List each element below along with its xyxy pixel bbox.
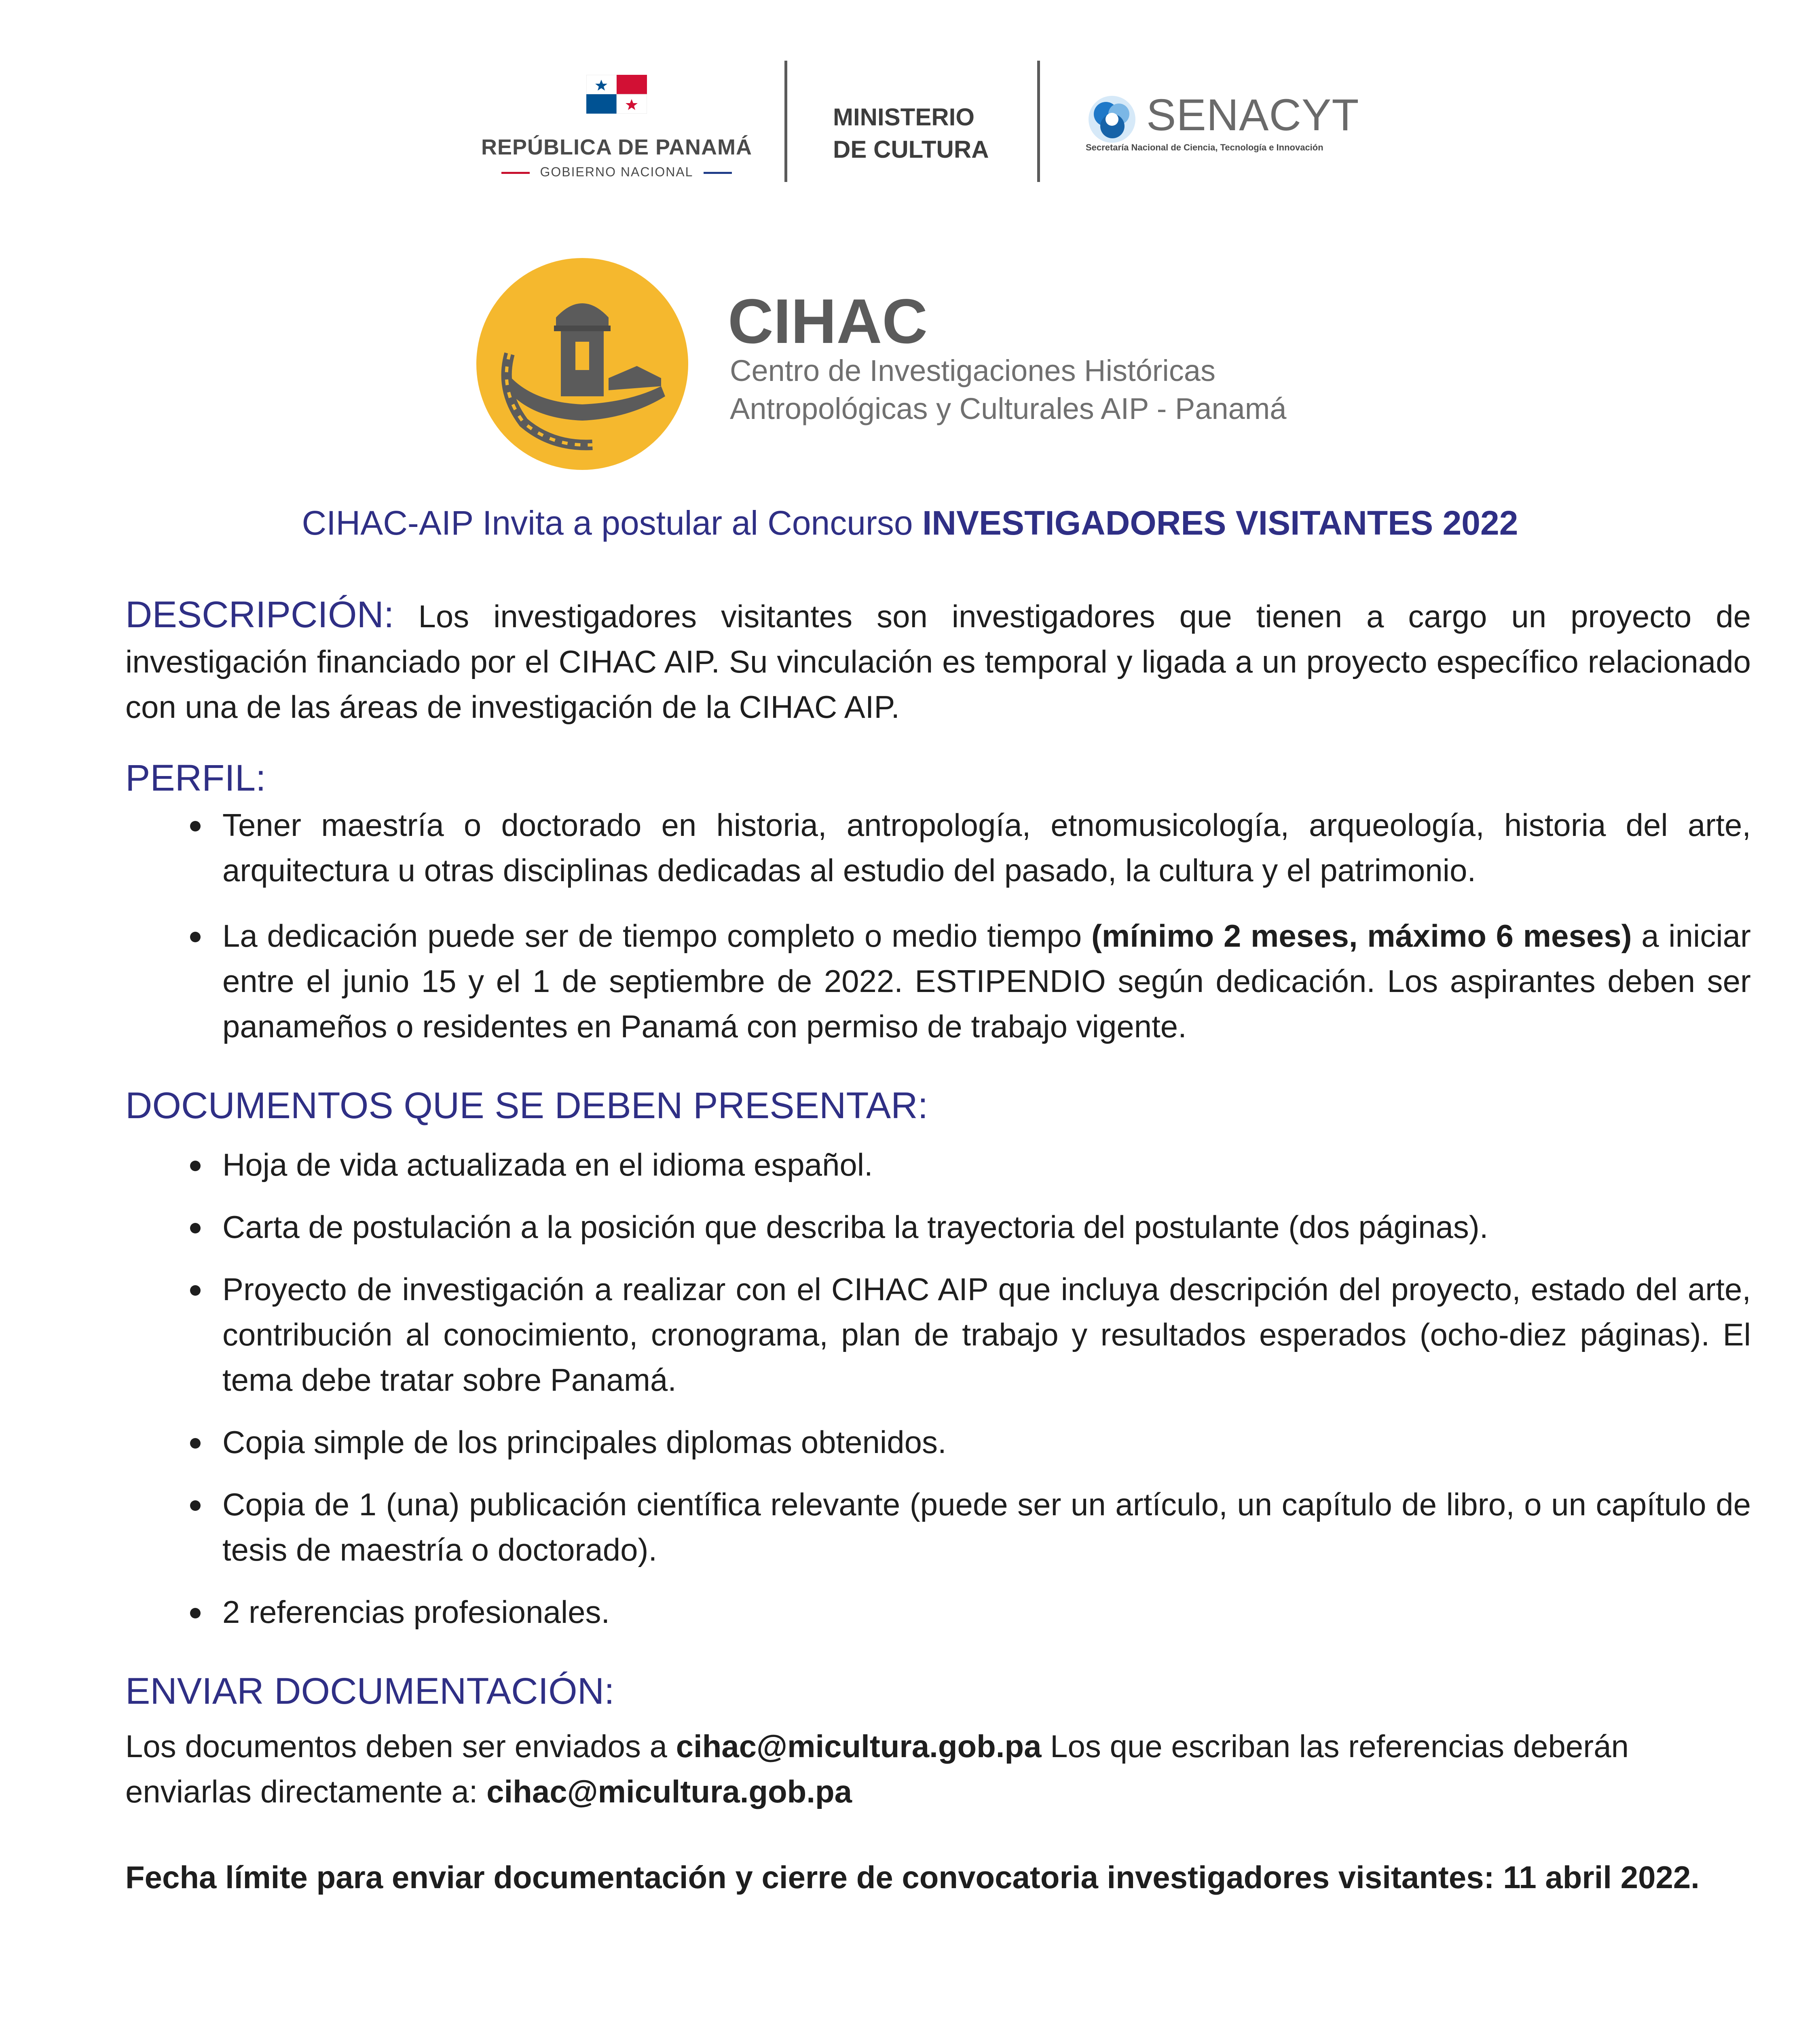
ministerio-line1: MINISTERIO [833,104,975,131]
enviar-heading: ENVIAR DOCUMENTACIÓN: [125,1671,615,1712]
documentos-heading: DOCUMENTOS QUE SE DEBEN PRESENTAR: [125,1085,928,1126]
descripcion-section [125,590,1751,730]
ministerio-line2: DE CULTURA [833,136,989,163]
bullet-icon [190,1223,201,1233]
bullet-icon [190,932,201,942]
perfil-heading: PERFIL: [125,757,266,799]
cihac-subtitle-line2: Antropológicas y Culturales AIP - Panamá [730,392,1287,425]
documentos-list [125,1142,1751,1635]
documento-text: Carta de postulación a la posición que describa la trayectoria del postulante (dos páginas). [222,1209,1488,1245]
perfil-item-text: Tener maestría o doctorado en historia, antropología, etnomusicología, arqueología, historia del arte, arquitectura u otras disciplinas dedicadas al estudio del pasado, la cultura y el patrimonio. [222,807,1751,888]
documento-text: Copia simple de los principales diplomas obtenidos. [222,1424,947,1460]
list-item [125,1142,1751,1187]
list-item [125,802,1751,893]
enviar-text-b: Los que escriban las referencias deberán enviarlas directamente a: [125,1728,1629,1809]
senacyt-subtitle: Secretaría Nacional de Ciencia, Tecnología e Innovación [1086,142,1323,152]
email-address: cihac@micultura.gob.pa [676,1728,1042,1764]
bullet-icon [190,1608,201,1618]
deadline-text: Fecha límite para enviar documentación y cierre de convocatoria investigadores visitantes: 11 abril 2022. [125,1859,1700,1895]
documento-text: Hoja de vida actualizada en el idioma español. [222,1147,873,1182]
senacyt-logo [1086,90,1359,158]
bullet-icon [190,821,201,831]
perfil-list [125,802,1751,1049]
bullet-icon [190,1500,201,1511]
list-item [125,1204,1751,1250]
descripcion-text: Los investigadores visitantes son investigadores que tienen a cargo un proyecto de investigación financiado por el CIHAC AIP. Su vinculación es temporal y ligada a un proyecto específico relacionado con una de las áreas de investigación de la CIHAC AIP. [125,599,1751,725]
cihac-subtitle-line1: Centro de Investigaciones Históricas [730,354,1216,387]
bullet-icon [190,1161,201,1171]
documento-text: Copia de 1 (una) publicación científica relevante (puede ser un artículo, un capítulo de libro, o un capítulo de tesis de maestría o doctorado). [222,1487,1751,1567]
list-item [125,913,1751,1049]
bullet-icon [190,1285,201,1296]
bullet-icon [190,1438,201,1449]
republica-name: REPÚBLICA DE PANAMÁ [481,135,752,159]
enviar-text [125,1724,1751,1814]
list-item [125,1482,1751,1572]
divider [784,61,787,182]
ministerio-logo [833,101,989,166]
perfil-item-bold: (mínimo 2 meses, máximo 6 meses) [1091,918,1632,954]
header-logos [0,61,1820,194]
cihac-name: CIHAC [728,286,928,357]
documento-text: 2 referencias profesionales. [222,1594,610,1630]
title-bold: INVESTIGADORES VISITANTES 2022 [922,504,1518,542]
descripcion-heading: DESCRIPCIÓN: [125,594,394,635]
title-normal: CIHAC-AIP Invita a postular al Concurso [302,504,922,542]
page-title [0,503,1820,543]
divider [1037,61,1040,182]
list-item [125,1267,1751,1402]
enviar-text-a: Los documentos deben ser enviados a [125,1728,676,1764]
cihac-subtitle [730,352,1287,428]
panama-flag-icon [586,75,647,114]
main-content [125,590,1751,1900]
list-item [125,1419,1751,1465]
senacyt-name: SENACYT [1146,90,1359,140]
list-item [125,1589,1751,1635]
cihac-seal-icon [475,257,689,471]
email-address: cihac@micultura.gob.pa [486,1774,852,1809]
senacyt-globe-icon [1086,93,1138,146]
bottom-decoration [0,1901,1820,2022]
documento-text: Proyecto de investigación a realizar con el CIHAC AIP que incluya descripción del proyecto, estado del arte, contribución al conocimiento, cronograma, plan de trabajo y resultados esperados (ocho-diez páginas). El tema debe tratar sobre Panamá. [222,1271,1751,1398]
gobierno-nacional: GOBIERNO NACIONAL [479,165,754,180]
perfil-item-text-a: La dedicación puede ser de tiempo completo o medio tiempo [222,918,1091,954]
perfil-item-text-b: a iniciar entre el junio 15 y el 1 de septiembre de 2022. ESTIPENDIO según dedicación. Los aspirantes deben ser panameños o residentes en Panamá con permiso de trabajo vigente. [222,918,1751,1044]
